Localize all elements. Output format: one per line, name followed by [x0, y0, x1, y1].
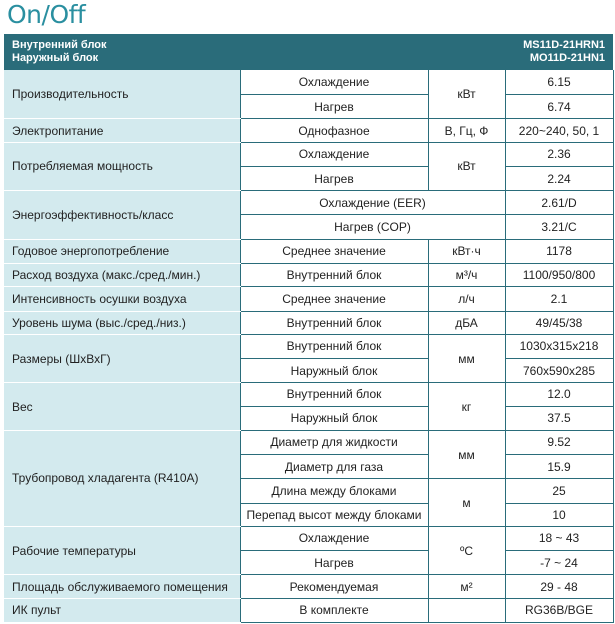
cond-cell: Внутренний блок	[240, 264, 428, 287]
cond-cell: Нагрев	[240, 95, 428, 119]
unit-cell: кВт	[428, 70, 505, 119]
cond-cell: Нагрев	[240, 551, 428, 575]
unit-cell: кВт·ч	[428, 239, 505, 263]
cond-cell: Диаметр для газа	[240, 455, 428, 479]
value-cell: 6.74	[505, 95, 613, 119]
unit-cell: м²	[428, 575, 505, 598]
unit-cell: мм	[428, 334, 505, 383]
table-row	[4, 311, 613, 334]
table-row	[4, 119, 613, 142]
page-title: On/Off	[7, 0, 86, 29]
unit-cell: В, Гц, Ф	[428, 119, 505, 142]
param-capacity: Производительность	[4, 70, 240, 119]
table-row	[4, 526, 613, 550]
header-models	[428, 34, 613, 70]
outdoor-model: MO11D-21HN1	[529, 52, 606, 65]
table-row	[4, 334, 613, 358]
indoor-model: MS11D-21HRN1	[523, 39, 606, 52]
cond-cell: Среднее значение	[240, 239, 428, 263]
value-cell: 2.1	[505, 287, 613, 311]
cond-cell: Наружный блок	[240, 406, 428, 430]
param-power-supply: Электропитание	[4, 119, 240, 142]
indoor-unit-label: Внутренний блок	[12, 39, 107, 52]
table-row	[4, 287, 613, 311]
param-efficiency: Энергоэффективность/класс	[4, 191, 240, 240]
value-cell: 25	[505, 479, 613, 503]
unit-cell: м³/ч	[428, 264, 505, 287]
value-cell: 37.5	[505, 406, 613, 430]
cond-cell: Охлаждение	[240, 70, 428, 94]
value-cell: 1100/950/800	[505, 264, 613, 287]
param-power-input: Потребляемая мощность	[4, 142, 240, 191]
cond-cell: Внутренний блок	[240, 383, 428, 406]
value-cell: 15.9	[505, 455, 613, 479]
param-piping: Трубопровод хладагента (R410A)	[4, 430, 240, 526]
cond-cell: Охлаждение	[240, 142, 428, 166]
value-cell: 6.15	[505, 70, 613, 94]
cond-cell: Внутренний блок	[240, 334, 428, 358]
value-cell: 12.0	[505, 383, 613, 406]
table-row	[4, 575, 613, 598]
cond-cell: Охлаждение (EER)	[240, 191, 505, 215]
param-airflow: Расход воздуха (макс./сред./мин.)	[4, 264, 240, 287]
value-cell: 2.61/D	[505, 191, 613, 215]
value-cell: 9.52	[505, 430, 613, 454]
param-room-area: Площадь обслуживаемого помещения	[4, 575, 240, 598]
cond-cell: Среднее значение	[240, 287, 428, 311]
cond-cell: Рекомендуемая	[240, 575, 428, 598]
unit-cell: кВт	[428, 142, 505, 191]
value-cell: 2.36	[505, 142, 613, 166]
unit-cell: ºC	[428, 526, 505, 575]
table-row	[4, 264, 613, 287]
table-row	[4, 383, 613, 406]
cond-cell: Однофазное	[240, 119, 428, 142]
table-row	[4, 598, 613, 622]
cond-cell: В комплекте	[240, 598, 428, 622]
unit-cell: м	[428, 479, 505, 527]
cond-cell: Нагрев (COP)	[240, 215, 505, 239]
param-dimensions: Размеры (ШхВхГ)	[4, 334, 240, 383]
cond-cell: Внутренний блок	[240, 311, 428, 334]
param-noise: Уровень шума (выс./сред./низ.)	[4, 311, 240, 334]
value-cell: RG36B/BGE	[505, 598, 613, 622]
table-row	[4, 142, 613, 166]
spec-table	[4, 34, 614, 623]
param-annual-consumption: Годовое энергопотребление	[4, 239, 240, 263]
value-cell: 220~240, 50, 1	[505, 119, 613, 142]
param-weight: Вес	[4, 383, 240, 431]
header-row	[4, 34, 613, 70]
value-cell: 49/45/38	[505, 311, 613, 334]
value-cell: 1178	[505, 239, 613, 263]
table-row	[4, 239, 613, 263]
value-cell: 1030х315х218	[505, 334, 613, 358]
unit-cell: кг	[428, 383, 505, 431]
cond-cell: Наружный блок	[240, 359, 428, 383]
unit-cell: дБА	[428, 311, 505, 334]
value-cell: 29 - 48	[505, 575, 613, 598]
param-remote: ИК пульт	[4, 598, 240, 622]
table-row	[4, 70, 613, 94]
unit-cell: л/ч	[428, 287, 505, 311]
table-row	[4, 191, 613, 215]
outdoor-unit-label: Наружный блок	[12, 52, 99, 65]
cond-cell: Нагрев	[240, 166, 428, 190]
value-cell: 2.24	[505, 166, 613, 190]
cond-cell: Охлаждение	[240, 526, 428, 550]
value-cell: 760х590х285	[505, 359, 613, 383]
unit-cell	[428, 598, 505, 622]
table-row	[4, 430, 613, 454]
value-cell: -7 ~ 24	[505, 551, 613, 575]
cond-cell: Диаметр для жидкости	[240, 430, 428, 454]
cond-cell: Длина между блоками	[240, 479, 428, 503]
header-labels	[4, 34, 428, 70]
cond-cell: Перепад высот между блоками	[240, 503, 428, 526]
param-dehumidification: Интенсивность осушки воздуха	[4, 287, 240, 311]
value-cell: 3.21/C	[505, 215, 613, 239]
unit-cell: мм	[428, 430, 505, 479]
param-operating-temp: Рабочие температуры	[4, 526, 240, 575]
value-cell: 18 ~ 43	[505, 526, 613, 550]
value-cell: 10	[505, 503, 613, 526]
